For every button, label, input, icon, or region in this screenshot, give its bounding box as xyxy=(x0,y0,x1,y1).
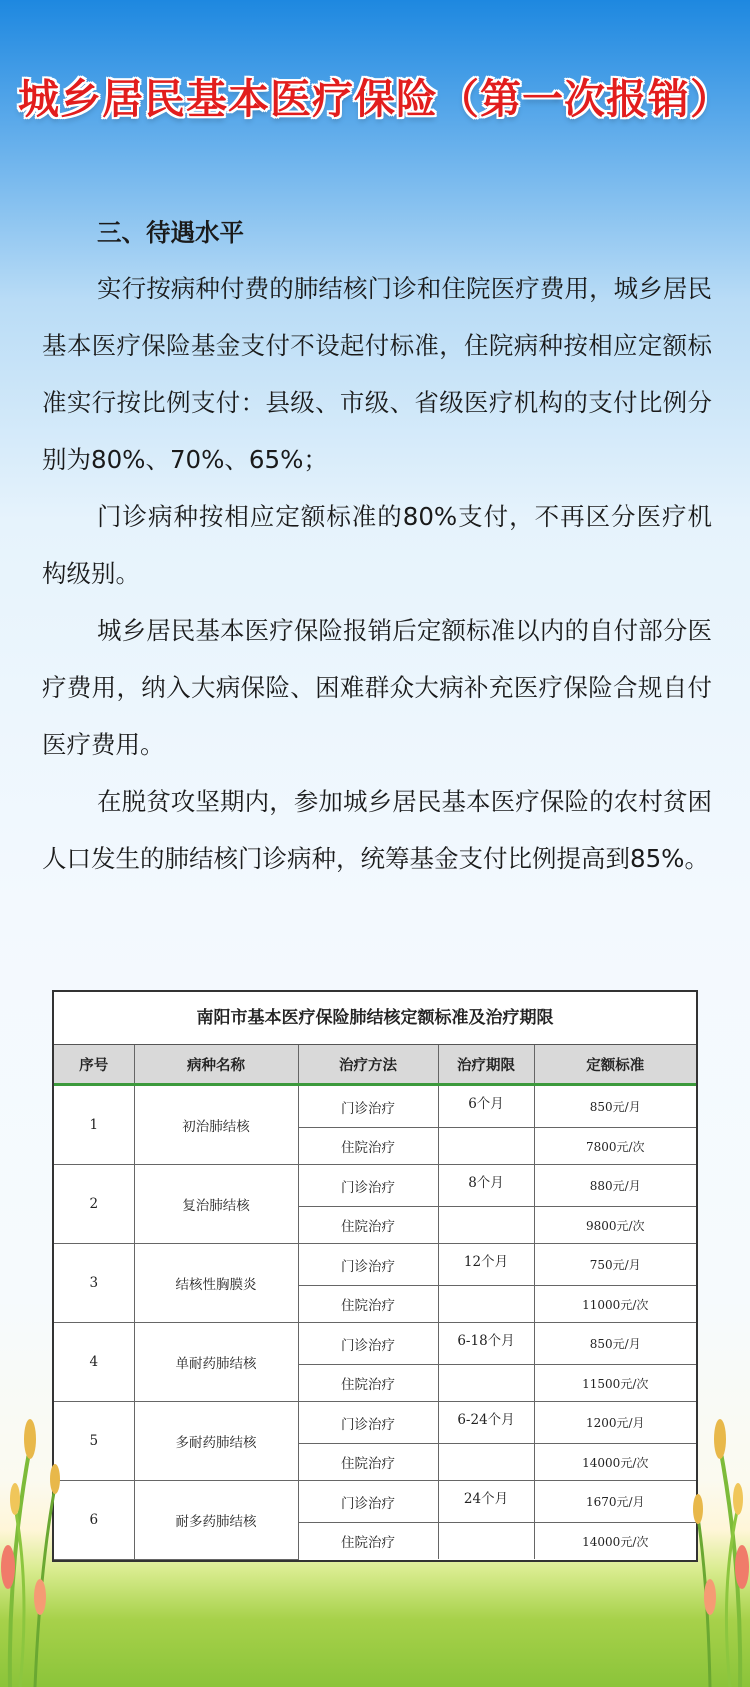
header-method: 治疗方法 xyxy=(298,1045,438,1085)
cell-period: 12个月 xyxy=(438,1244,534,1286)
cell-method: 门诊治疗 xyxy=(298,1165,438,1207)
header-no: 序号 xyxy=(54,1045,134,1085)
cell-period: 6-24个月 xyxy=(438,1402,534,1444)
section-heading: 三、待遇水平 xyxy=(97,218,244,247)
cell-method: 住院治疗 xyxy=(298,1286,438,1323)
table-row xyxy=(54,1085,696,1128)
cell-period-empty xyxy=(438,1365,534,1402)
cell-method: 门诊治疗 xyxy=(298,1085,438,1128)
cell-quota: 11000元/次 xyxy=(534,1286,696,1323)
table-row xyxy=(54,1165,696,1207)
cell-method: 门诊治疗 xyxy=(298,1323,438,1365)
cell-method: 住院治疗 xyxy=(298,1444,438,1481)
cell-disease: 初治肺结核 xyxy=(134,1085,298,1165)
cell-quota: 750元/月 xyxy=(534,1244,696,1286)
cell-method: 住院治疗 xyxy=(298,1207,438,1244)
header-period: 治疗期限 xyxy=(438,1045,534,1085)
cell-period-empty xyxy=(438,1128,534,1165)
cell-method: 住院治疗 xyxy=(298,1128,438,1165)
cell-quota: 9800元/次 xyxy=(534,1207,696,1244)
left-grass-decoration xyxy=(0,1267,70,1687)
cell-period: 8个月 xyxy=(438,1165,534,1207)
cell-disease: 多耐药肺结核 xyxy=(134,1402,298,1481)
cell-quota: 1200元/月 xyxy=(534,1402,696,1444)
cell-period: 6-18个月 xyxy=(438,1323,534,1365)
cell-method: 门诊治疗 xyxy=(298,1244,438,1286)
cell-quota: 14000元/次 xyxy=(534,1444,696,1481)
cell-quota: 850元/月 xyxy=(534,1323,696,1365)
cell-disease: 单耐药肺结核 xyxy=(134,1323,298,1402)
cell-no: 4 xyxy=(54,1323,134,1402)
cell-method: 住院治疗 xyxy=(298,1523,438,1560)
header-disease: 病种名称 xyxy=(134,1045,298,1085)
table-title: 南阳市基本医疗保险肺结核定额标准及治疗期限 xyxy=(54,992,696,1045)
cell-period-empty xyxy=(438,1444,534,1481)
cell-period-empty xyxy=(438,1207,534,1244)
table-row xyxy=(54,1402,696,1444)
cell-quota: 880元/月 xyxy=(534,1165,696,1207)
policy-text xyxy=(42,210,712,887)
cell-method: 门诊治疗 xyxy=(298,1481,438,1523)
paragraph-3: 城乡居民基本医疗保险报销后定额标准以内的自付部分医疗费用，纳入大病保险、困难群众大病补充医疗保险合规自付医疗费用。 xyxy=(42,616,712,759)
cell-no: 6 xyxy=(54,1481,134,1560)
paragraph-2: 门诊病种按相应定额标准的80%支付，不再区分医疗机构级别。 xyxy=(42,502,712,588)
cell-quota: 1670元/月 xyxy=(534,1481,696,1523)
right-grass-decoration xyxy=(680,1267,750,1687)
paragraph-4: 在脱贫攻坚期内，参加城乡居民基本医疗保险的农村贫困人口发生的肺结核门诊病种，统筹基金支付比例提高到85%。 xyxy=(42,787,712,873)
cell-disease: 复治肺结核 xyxy=(134,1165,298,1244)
table-body xyxy=(54,1085,696,1560)
cell-no: 3 xyxy=(54,1244,134,1323)
cell-quota: 7800元/次 xyxy=(534,1128,696,1165)
cell-period: 6个月 xyxy=(438,1085,534,1128)
cell-no: 1 xyxy=(54,1085,134,1165)
cell-method: 门诊治疗 xyxy=(298,1402,438,1444)
cell-quota: 14000元/次 xyxy=(534,1523,696,1560)
cell-method: 住院治疗 xyxy=(298,1365,438,1402)
page-title: 城乡居民基本医疗保险（第一次报销） xyxy=(18,75,732,123)
cell-period-empty xyxy=(438,1523,534,1560)
cell-no: 2 xyxy=(54,1165,134,1244)
cell-quota: 850元/月 xyxy=(534,1085,696,1128)
cell-disease: 结核性胸膜炎 xyxy=(134,1244,298,1323)
table-row xyxy=(54,1244,696,1286)
cell-no: 5 xyxy=(54,1402,134,1481)
paragraph-1: 实行按病种付费的肺结核门诊和住院医疗费用，城乡居民基本医疗保险基金支付不设起付标准，住院病种按相应定额标准实行按比例支付：县级、市级、省级医疗机构的支付比例分别为80%、70%、65%； xyxy=(42,274,712,474)
cell-disease: 耐多药肺结核 xyxy=(134,1481,298,1560)
table-header-row xyxy=(54,1045,696,1085)
table-row xyxy=(54,1323,696,1365)
quota-table xyxy=(52,990,698,1562)
cell-quota: 11500元/次 xyxy=(534,1365,696,1402)
cell-period: 24个月 xyxy=(438,1481,534,1523)
table-row xyxy=(54,1481,696,1523)
quota-table-grid xyxy=(54,1045,696,1560)
header-quota: 定额标准 xyxy=(534,1045,696,1085)
cell-period-empty xyxy=(438,1286,534,1323)
